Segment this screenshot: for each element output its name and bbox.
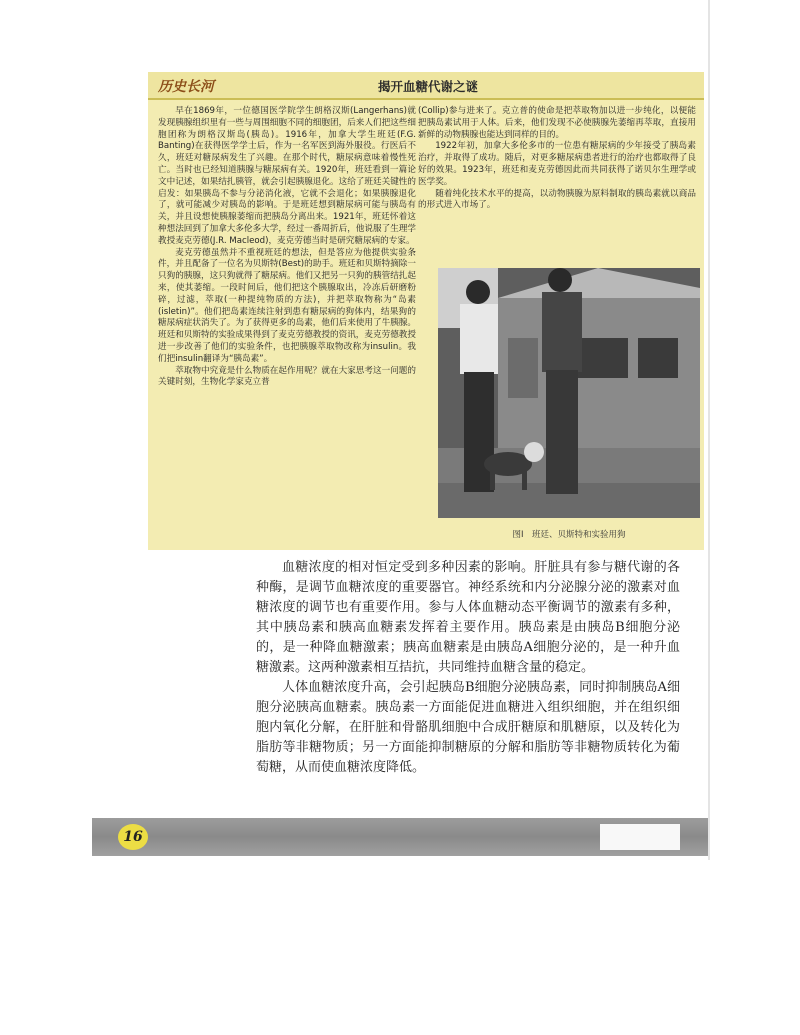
page-edge-line — [708, 0, 710, 860]
figure-caption: 图Ⅰ 班廷、贝斯特和实验用狗 — [512, 530, 626, 540]
sidebar-paragraph: 麦克劳德虽然并不重视班廷的想法，但是答应为他提供实验条件，并且配备了一位名为贝斯特(Best)的助手。班廷和贝斯特摘除一只狗的胰腺，这只狗就得了糖尿病。他们又把另一只狗的胰管结扎起来，使其萎缩。一段时间后，他们把这个胰腺取出，冷冻后研磨粉碎，过滤，萃取(一种提纯物质的方法)，并把萃取物称为“岛素(isletin)”。他们把岛素连续注射到患有糖尿病的狗体内，结果狗的糖尿病症状消失了。为了获得更多的岛素，他们后来使用了牛胰腺。班廷和贝斯特的实验成果得到了麦克劳德教授的资讯，麦克劳德教授进一步改善了他们的实验条件，也把胰腺萃取物改称为insulin。我们把insulin翻译为“胰岛素”。 — [158, 247, 416, 364]
page-number: 16 — [123, 829, 143, 845]
history-sidebar-box — [148, 72, 704, 550]
sidebar-header — [148, 72, 704, 100]
sidebar-left-column — [158, 106, 416, 389]
sidebar-paragraph: 1922年初，加拿大多伦多市的一位患有糖尿病的少年接受了胰岛素治疗，并取得了成功。随后，对更多糖尿病患者进行的治疗也都取得了良好的效果。1923年，班廷和麦克劳德因此而共同获得了诺贝尔生理学或医学奖。 — [418, 141, 696, 187]
page-number-badge — [118, 824, 148, 850]
sidebar-paragraph: 早在1869年，一位德国医学院学生朗格汉斯(Langerhans)就发现胰腺组织里有一些与周围细胞不同的细胞团，后来人们把这些细胞团称为朗格汉斯岛(胰岛)。1916年，加拿大学生班廷(F.G. Banting)在获得医学学士后，作为一名军医到海外服役。行医后不久，班廷对糖尿病发生了兴趣。在那个时代，糖尿病意味着慢性死亡。当时也已经知道胰腺与糖尿病有关。1920年，班廷看到一篇论文中记述，如果结扎胰管，就会引起胰腺退化。这给了班廷关键性的启发：如果胰岛不参与分泌消化液，它就不会退化；如果胰腺退化了，就可能减少对胰岛的影响。于是班廷想到糖尿病可能与胰岛有关，并且设想使胰腺萎缩而把胰岛分离出来。1921年，班廷怀着这种想法回到了加拿大多伦多大学，经过一番周折后，他说服了生理学教授麦克劳德(J.R. Macleod)，麦克劳德当时是研究糖尿病的专家。 — [158, 106, 416, 246]
photo-illustration — [438, 268, 700, 518]
sidebar-paragraph: 萃取物中究竟是什么物质在起作用呢？就在大家思考这一问题的关键时刻，生物化学家克立普 — [158, 365, 416, 388]
main-paragraph: 人体血糖浓度升高，会引起胰岛B细胞分泌胰岛素，同时抑制胰岛A细胞分泌胰高血糖素。胰岛素一方面能促进血糖进入组织细胞，并在组织细胞内氧化分解，在肝脏和骨骼肌细胞中合成肝糖原和肌糖原，以及转化为脂肪等非糖物质；另一方面能抑制糖原的分解和脂肪等非糖物质转化为葡萄糖，从而使血糖浓度降低。 — [256, 680, 680, 775]
main-text — [256, 558, 680, 778]
footer-band — [92, 818, 708, 856]
sidebar-paragraph: 随着纯化技术水平的提高，以动物胰腺为原料制取的胰岛素就以商品的形式进入市场了。 — [418, 188, 696, 211]
main-paragraph: 血糖浓度的相对恒定受到多种因素的影响。肝脏具有参与糖代谢的各种酶，是调节血糖浓度的重要器官。神经系统和内分泌腺分泌的激素对血糖浓度的调节也有重要作用。参与人体血糖动态平衡调节的激素有多种，其中胰岛素和胰高血糖素发挥着主要作用。胰岛素是由胰岛B细胞分泌的，是一种降血糖激素；胰高血糖素是由胰岛A细胞分泌的，是一种升血糖激素。这两种激素相互拮抗，共同维持血糖含量的稳定。 — [256, 560, 680, 675]
sidebar-right-column — [418, 106, 696, 212]
footer-blank-box — [600, 824, 680, 850]
historical-photo — [438, 268, 700, 518]
column-name: 历史长河 — [158, 79, 214, 95]
sidebar-paragraph: (Collip)参与进来了。克立普的使命是把萃取物加以进一步纯化，以便能把胰岛素试用于人体。后来，他们发现不必使胰腺先萎缩再萃取，直接用新鲜的动物胰腺也能达到同样的目的。 — [418, 106, 696, 140]
sidebar-title: 揭开血糖代谢之谜 — [378, 79, 479, 94]
